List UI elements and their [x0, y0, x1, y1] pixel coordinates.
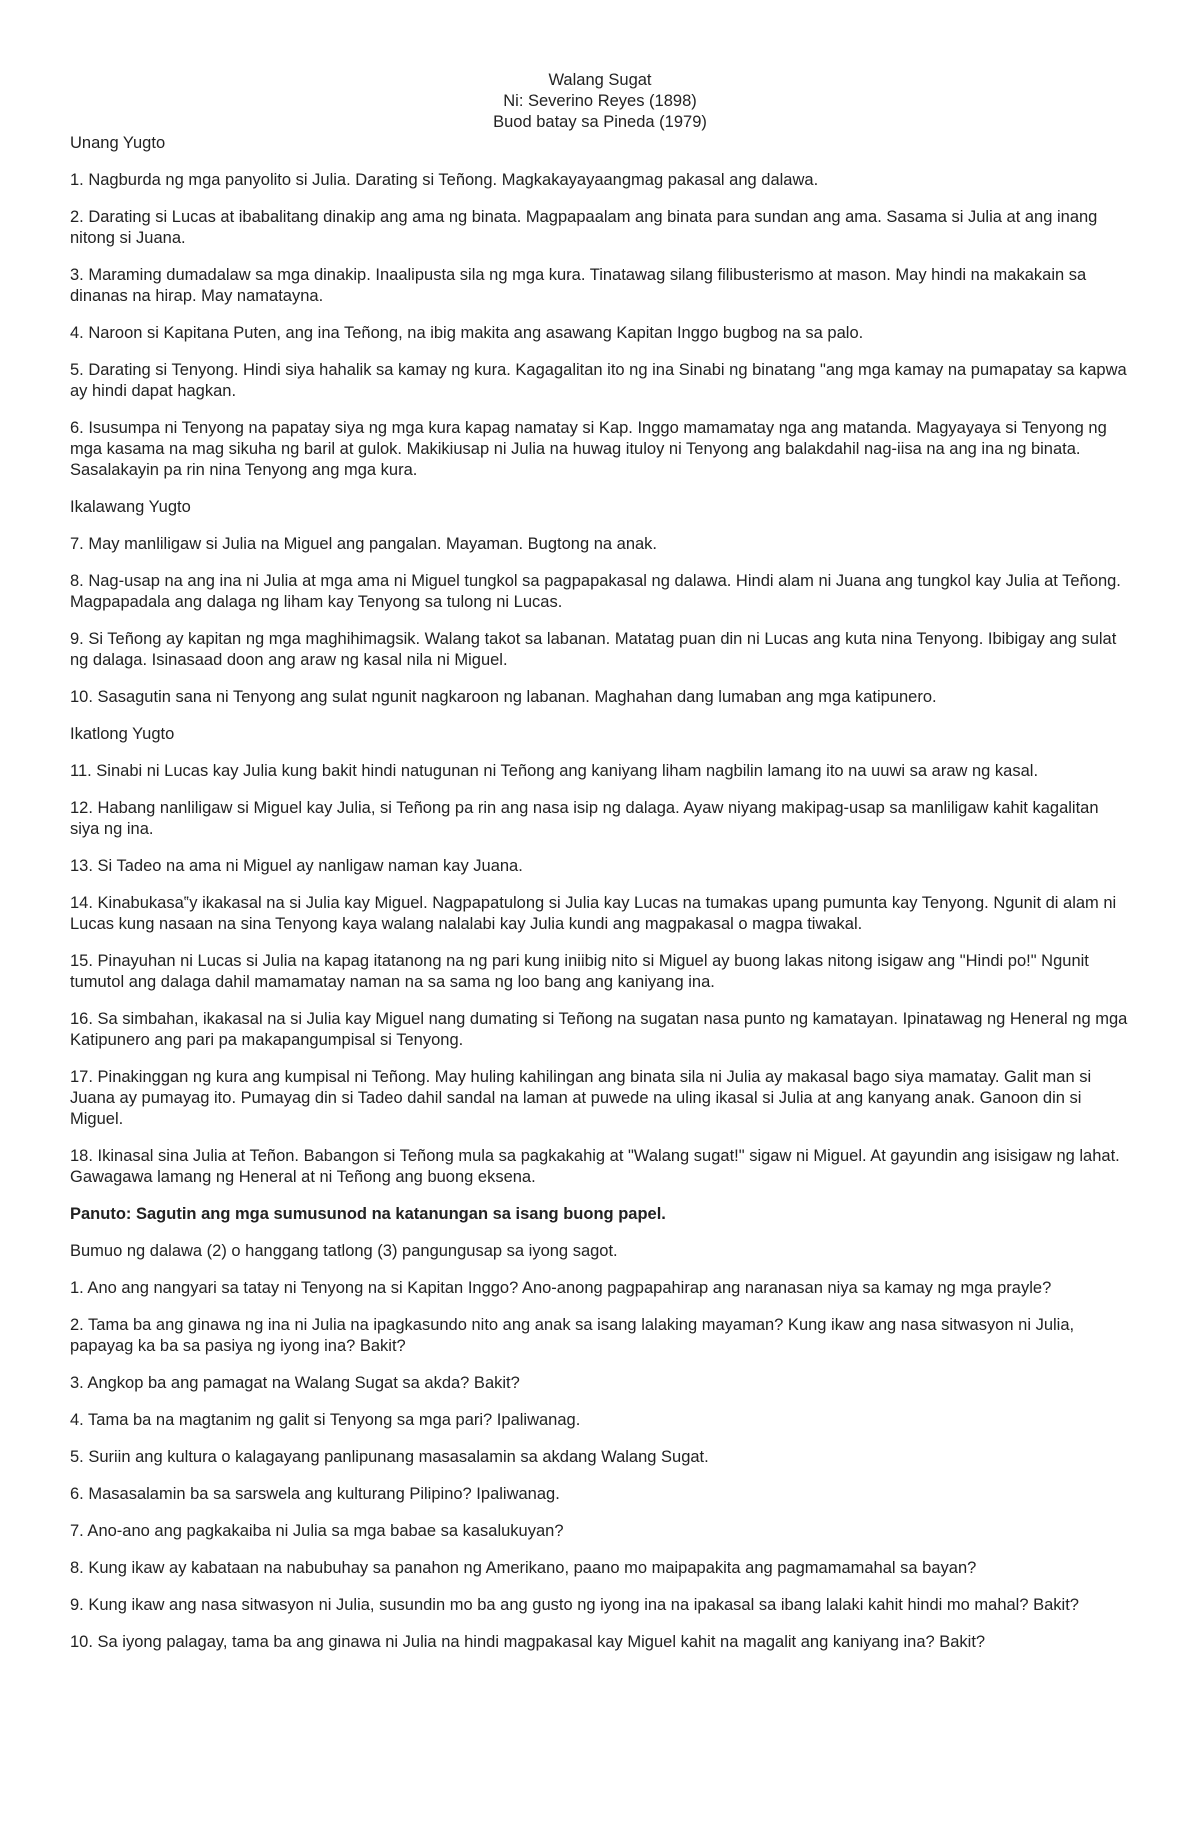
answer-note: Bumuo ng dalawa (2) o hanggang tatlong (3) pangungusap sa iyong sagot.: [70, 1242, 618, 1260]
summary-item: 11. Sinabi ni Lucas kay Julia kung bakit hindi natugunan ni Teñong ang kaniyang liham nagbilin lamang ito na uuwi sa araw ng kasal.: [70, 762, 1039, 780]
question-item: 6. Masasalamin ba sa sarswela ang kulturang Pilipino? Ipaliwanag.: [70, 1485, 560, 1503]
question-item: 9. Kung ikaw ang nasa sitwasyon ni Julia, susundin mo ba ang gusto ng iyong ina na ipakasal sa ibang lalaki kahit hindi mo mahal? Bakit?: [70, 1596, 1079, 1614]
summary-item: 15. Pinayuhan ni Lucas si Julia na kapag itatanong na ng pari kung iniibig nito si Miguel ay buong lakas nitong isigaw ang "Hindi po!" Ngunit tumutol ang dalaga dahil mamamatay naman na sa sama ng loo bang ang kaniyang ina.: [70, 952, 1089, 991]
summary-item: 14. Kinabukasa‟y ikakasal na si Julia kay Miguel. Nagpapatulong si Julia kay Lucas na tumakas upang pumunta kay Tenyong. Ngunit di alam ni Lucas kung nasaan na sina Tenyong kaya walang nalalabi kay Julia kundi ang magpakasal o magpa tiwakal.: [70, 894, 1117, 933]
document-author: Ni: Severino Reyes (1898): [503, 92, 697, 110]
question-item: 7. Ano-ano ang pagkakaiba ni Julia sa mga babae sa kasalukuyan?: [70, 1522, 564, 1540]
summary-item: 1. Nagburda ng mga panyolito si Julia. Darating si Teñong. Magkakayayaangmag pakasal ang dalawa.: [70, 171, 819, 189]
document-title: Walang Sugat: [548, 71, 652, 89]
summary-item: 18. Ikinasal sina Julia at Teñon. Babangon si Teñong mula sa pagkakahig at "Walang sugat!" sigaw ni Miguel. At gayundin ang isisigaw ng lahat. Gawagawa lamang ng Heneral at ni Teñong ang buong eksena.: [70, 1147, 1120, 1186]
act-heading: Ikalawang Yugto: [70, 498, 191, 516]
summary-item: 16. Sa simbahan, ikakasal na si Julia kay Miguel nang dumating si Teñong na sugatan nasa punto ng kamatayan. Ipinatawag ng Heneral ng mga Katipunero ang pari pa makapangumpisal si Tenyong.: [70, 1010, 1128, 1049]
summary-item: 12. Habang nanliligaw si Miguel kay Julia, si Teñong pa rin ang nasa isip ng dalaga. Ayaw niyang makipag-usap sa manliligaw kahit kagalitan siya ng ina.: [70, 799, 1099, 838]
summary-item: 5. Darating si Tenyong. Hindi siya hahalik sa kamay ng kura. Kagagalitan ito ng ina Sinabi ng binatang "ang mga kamay na pumapatay sa kapwa ay hindi dapat hagkan.: [70, 361, 1127, 400]
title-block: [70, 70, 1130, 133]
question-item: 8. Kung ikaw ay kabataan na nabubuhay sa panahon ng Amerikano, paano mo maipapakita ang pagmamamahal sa bayan?: [70, 1559, 977, 1577]
summary-item: 7. May manliligaw si Julia na Miguel ang pangalan. Mayaman. Bugtong na anak.: [70, 535, 658, 553]
question-item: 3. Angkop ba ang pamagat na Walang Sugat sa akda? Bakit?: [70, 1374, 520, 1392]
document-source: Buod batay sa Pineda (1979): [493, 113, 707, 131]
summary-item: 9. Si Teñong ay kapitan ng mga maghihimagsik. Walang takot sa labanan. Matatag puan din ni Lucas ang kuta nina Tenyong. Ibibigay ang sulat ng dalaga. Isinasaad doon ang araw ng kasal nila ni Miguel.: [70, 630, 1117, 669]
question-item: 2. Tama ba ang ginawa ng ina ni Julia na ipagkasundo nito ang anak sa isang lalaking mayaman? Kung ikaw ang nasa sitwasyon ni Julia, papayag ka ba sa pasiya ng iyong ina? Bakit?: [70, 1316, 1075, 1355]
summary-item: 4. Naroon si Kapitana Puten, ang ina Teñong, na ibig makita ang asawang Kapitan Inggo bugbog na sa palo.: [70, 324, 864, 342]
question-item: 4. Tama ba na magtanim ng galit si Tenyong sa mga pari? Ipaliwanag.: [70, 1411, 581, 1429]
summary-item: 3. Maraming dumadalaw sa mga dinakip. Inaalipusta sila ng mga kura. Tinatawag silang filibusterismo at mason. May hindi na makakain sa dinanas na hirap. May namatayna.: [70, 266, 1087, 305]
instructions: Panuto: Sagutin ang mga sumusunod na katanungan sa isang buong papel.: [70, 1205, 666, 1223]
summary-item: 6. Isusumpa ni Tenyong na papatay siya ng mga kura kapag namatay si Kap. Inggo mamamatay nga ang matanda. Magyayaya si Tenyong ng mga kasama na mag sikuha ng baril at gulok. Makikiusap ni Julia na huwag ituloy ni Tenyong ang balakdahil nag-iisa na ang ina ng binata. Sasalakayin pa rin nina Tenyong ang mga kura.: [70, 419, 1107, 479]
summary-item: 17. Pinakinggan ng kura ang kumpisal ni Teñong. May huling kahilingan ang binata sila ni Julia ay makasal bago siya mamatay. Galit man si Juana ay pumayag ito. Pumayag din si Tadeo dahil sandal na laman at puwede na uling ikasal si Julia at ang kanyang anak. Ganoon din si Miguel.: [70, 1068, 1092, 1128]
summary-item: 10. Sasagutin sana ni Tenyong ang sulat ngunit nagkaroon ng labanan. Maghahan dang lumaban ang mga katipunero.: [70, 688, 937, 706]
act-heading: Ikatlong Yugto: [70, 725, 175, 743]
question-item: 1. Ano ang nangyari sa tatay ni Tenyong na si Kapitan Inggo? Ano-anong pagpapahirap ang naranasan niya sa kamay ng mga prayle?: [70, 1279, 1052, 1297]
summary-item: 13. Si Tadeo na ama ni Miguel ay nanligaw naman kay Juana.: [70, 857, 523, 875]
act-heading: Unang Yugto: [70, 134, 166, 152]
question-item: 10. Sa iyong palagay, tama ba ang ginawa ni Julia na hindi magpakasal kay Miguel kahit na magalit ang kaniyang ina? Bakit?: [70, 1633, 986, 1651]
summary-item: 2. Darating si Lucas at ibabalitang dinakip ang ama ng binata. Magpapaalam ang binata para sundan ang ama. Sasama si Julia at ang inang nitong si Juana.: [70, 208, 1098, 247]
summary-item: 8. Nag-usap na ang ina ni Julia at mga ama ni Miguel tungkol sa pagpapakasal ng dalawa. Hindi alam ni Juana ang tungkol kay Julia at Teñong. Magpapadala ang dalaga ng liham kay Tenyong sa tulong ni Lucas.: [70, 572, 1121, 611]
question-item: 5. Suriin ang kultura o kalagayang panlipunang masasalamin sa akdang Walang Sugat.: [70, 1448, 709, 1466]
